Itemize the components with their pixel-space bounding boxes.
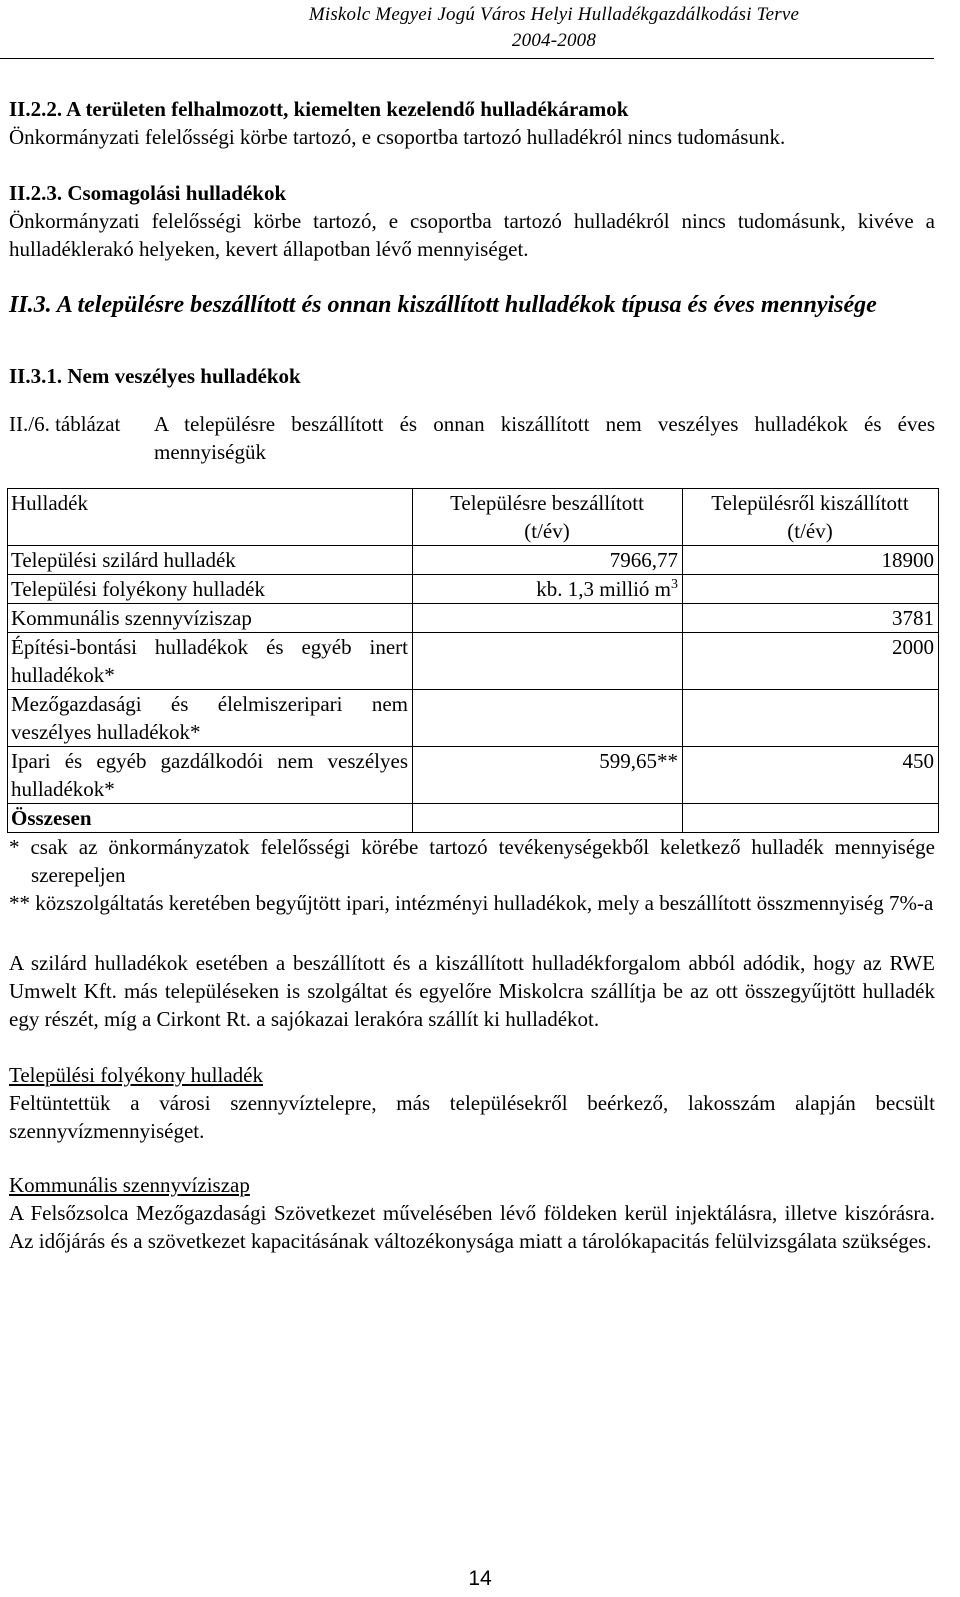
row-in (413, 690, 683, 747)
heading-liquid-waste: Települési folyékony hulladék (9, 1063, 263, 1087)
table-total-row (8, 804, 939, 833)
header-waste: Hulladék (8, 489, 413, 546)
table-caption (9, 410, 935, 466)
paragraph-liquid-waste: Feltüntettük a városi szennyvíztelepre, más településekről beérkező, lakosszám alapján becsült szennyvízmennyiséget. (9, 1091, 935, 1143)
section-2-3-1-title: II.3.1. Nem veszélyes hulladékok (9, 364, 301, 388)
paragraph-solid-waste: A szilárd hulladékok esetében a beszállított és a kiszállított hulladékforgalom abból adódik, hogy az RWE Umwelt Kft. más településeken is szolgáltat és egyelőre Miskolcra szállítja be az ott összegyűjtött hulladék egy részét, míg a Cirkont Rt. a sajókazai lerakóra szállít ki hulladékot. (9, 951, 935, 1031)
row-in: 7966,77 (413, 546, 683, 575)
table-header-row (8, 489, 939, 546)
header-rule (0, 58, 934, 59)
row-out (683, 804, 939, 833)
section-2-2-3-text: Önkormányzati felelősségi körbe tartozó, e csoportba tartozó hulladékról nincs tudomásunk, kivéve a hulladéklerakó helyeken, kevert állapotban lévő mennyiséget. (9, 209, 935, 261)
row-out (683, 575, 939, 604)
row-in (413, 633, 683, 690)
row-in: 599,65** (413, 747, 683, 804)
header-outgoing: Településről kiszállított (t/év) (683, 489, 939, 546)
footnote-1: * csak az önkormányzatok felelősségi körébe tartozó tevékenységekből keletkező hulladék mennyisége szerepeljen (9, 835, 935, 887)
table-row (8, 633, 939, 690)
footnote-2: ** közszolgáltatás keretében begyűjtött ipari, intézményi hulladékok, mely a beszállított összmennyiség 7%-a (9, 891, 934, 915)
page-content (9, 95, 935, 1255)
row-in (413, 604, 683, 633)
row-out: 3781 (683, 604, 939, 633)
table-row (8, 690, 939, 747)
row-in: kb. 1,3 millió $m^3$ (413, 575, 683, 604)
document-years: 2004-2008 (511, 30, 597, 51)
row-in (413, 804, 683, 833)
table-row (8, 747, 939, 804)
row-name: Települési folyékony hulladék (8, 575, 413, 604)
row-out (683, 690, 939, 747)
table-caption-text: A településre beszállított és onnan kiszállított nem veszélyes hulladékok és éves mennyiségük (154, 412, 935, 464)
table-caption-label: II./6. táblázat (9, 412, 121, 436)
row-name: Összesen (8, 804, 413, 833)
table-row (8, 546, 939, 575)
row-out: 450 (683, 747, 939, 804)
waste-table (7, 488, 939, 833)
row-name: Építési-bontási hulladékok és egyéb inert hulladékok* (8, 633, 413, 690)
row-out: 18900 (683, 546, 939, 575)
row-name: Ipari és egyéb gazdálkodói nem veszélyes hulladékok* (8, 747, 413, 804)
table-row (8, 604, 939, 633)
row-name: Települési szilárd hulladék (8, 546, 413, 575)
page-header (174, 2, 934, 54)
section-2-3-title: II.3. A településre beszállított és onnan kiszállított hulladékok típusa és éves mennyisége (9, 292, 877, 318)
section-2-2-2-text: Önkormányzati felelősségi körbe tartozó, e csoportba tartozó hulladékról nincs tudomásunk. (9, 125, 786, 149)
row-out: 2000 (683, 633, 939, 690)
page-number: 14 (468, 1567, 492, 1590)
header-incoming: Településre beszállított (t/év) (413, 489, 683, 546)
document-title: Miskolc Megyei Jogú Város Helyi Hulladékgazdálkodási Terve (308, 4, 800, 25)
section-2-2-2-title: II.2.2. A területen felhalmozott, kiemelten kezelendő hulladékáramok (9, 97, 629, 121)
row-name: Mezőgazdasági és élelmiszeripari nem veszélyes hulladékok* (8, 690, 413, 747)
table-row (8, 575, 939, 604)
section-2-2-3-title: II.2.3. Csomagolási hulladékok (9, 181, 287, 205)
row-name: Kommunális szennyvíziszap (8, 604, 413, 633)
paragraph-sewage-sludge: A Felsőzsolca Mezőgazdasági Szövetkezet művelésében lévő földeken kerül injektálásra, illetve kiszórásra. Az időjárás és a szövetkezet kapacitásának változékonysága miatt a tárolókapacitás felülvizsgálata szükséges. (9, 1201, 935, 1253)
heading-sewage-sludge: Kommunális szennyvíziszap (9, 1173, 250, 1197)
